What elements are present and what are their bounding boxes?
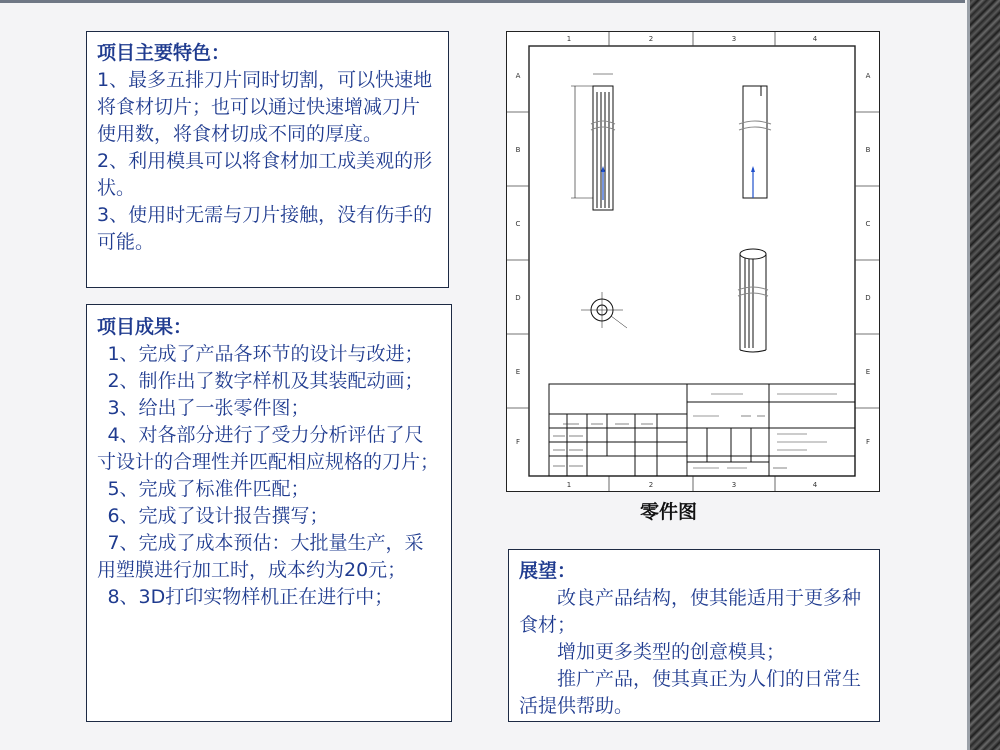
drawing-row-label: A xyxy=(865,72,871,80)
drawing-col-label: 3 xyxy=(731,35,737,43)
features-item: 3、使用时无需与刀片接触，没有伤手的可能。 xyxy=(97,204,433,253)
results-item: 6、完成了设计报告撰写； xyxy=(107,505,329,527)
results-item: 7、完成了成本预估：大批量生产，采用塑膜进行加工时，成本约为20元； xyxy=(97,532,424,581)
results-item: 5、完成了标准件匹配； xyxy=(107,478,310,500)
drawing-row-label: F xyxy=(515,438,521,446)
drawing-row-label: D xyxy=(865,294,871,302)
title-block xyxy=(549,384,855,476)
results-title: 项目成果： xyxy=(97,316,193,338)
features-item: 2、利用模具可以将食材加工成美观的形状。 xyxy=(97,150,433,199)
features-box xyxy=(86,31,449,288)
results-item: 2、制作出了数字样机及其装配动画； xyxy=(107,370,424,392)
outlook-item: 推广产品，使其真正为人们的日常生活提供帮助。 xyxy=(519,668,862,717)
outlook-box xyxy=(508,549,880,722)
features-item: 1、最多五排刀片同时切割，可以快速地将食材切片；也可以通过快速增减刀片使用数，将食材切成不同的厚度。 xyxy=(97,69,433,145)
drawing-col-label: 3 xyxy=(731,481,737,489)
drawing-row-label: A xyxy=(515,72,521,80)
part-drawing xyxy=(506,31,880,492)
drawing-col-label: 2 xyxy=(648,35,654,43)
features-title: 项目主要特色： xyxy=(97,42,231,64)
outlook-item: 改良产品结构，使其能适用于更多种食材； xyxy=(519,587,862,636)
drawing-row-label: B xyxy=(515,146,521,154)
drawing-col-label: 1 xyxy=(566,35,572,43)
drawing-col-label: 4 xyxy=(812,35,818,43)
drawing-row-label: F xyxy=(865,438,871,446)
results-item: 1、完成了产品各环节的设计与改进； xyxy=(107,343,424,365)
drawing-row-label: E xyxy=(865,368,871,376)
results-box xyxy=(86,304,452,722)
results-item: 4、对各部分进行了受力分析评估了尺寸设计的合理性并匹配相应规格的刀片； xyxy=(97,424,440,473)
front-view xyxy=(571,74,615,210)
top-rule xyxy=(0,0,965,3)
outlook-item: 增加更多类型的创意模具； xyxy=(557,641,786,663)
drawing-col-label: 1 xyxy=(566,481,572,489)
results-item: 3、给出了一张零件图； xyxy=(107,397,310,419)
drawing-caption: 零件图 xyxy=(640,501,698,523)
results-item: 8、3D打印实物样机正在进行中； xyxy=(107,586,394,608)
drawing-row-label: E xyxy=(515,368,521,376)
top-view xyxy=(581,292,627,328)
drawing-row-label: C xyxy=(515,220,521,228)
side-view xyxy=(739,86,771,198)
drawing-row-label: D xyxy=(515,294,521,302)
drawing-col-label: 2 xyxy=(648,481,654,489)
drawing-col-label: 4 xyxy=(812,481,818,489)
drawing-row-label: B xyxy=(865,146,871,154)
outlook-title: 展望： xyxy=(519,560,577,582)
isometric-view xyxy=(738,249,768,352)
decorative-side-strip xyxy=(970,0,1000,750)
drawing-row-label: C xyxy=(865,220,871,228)
